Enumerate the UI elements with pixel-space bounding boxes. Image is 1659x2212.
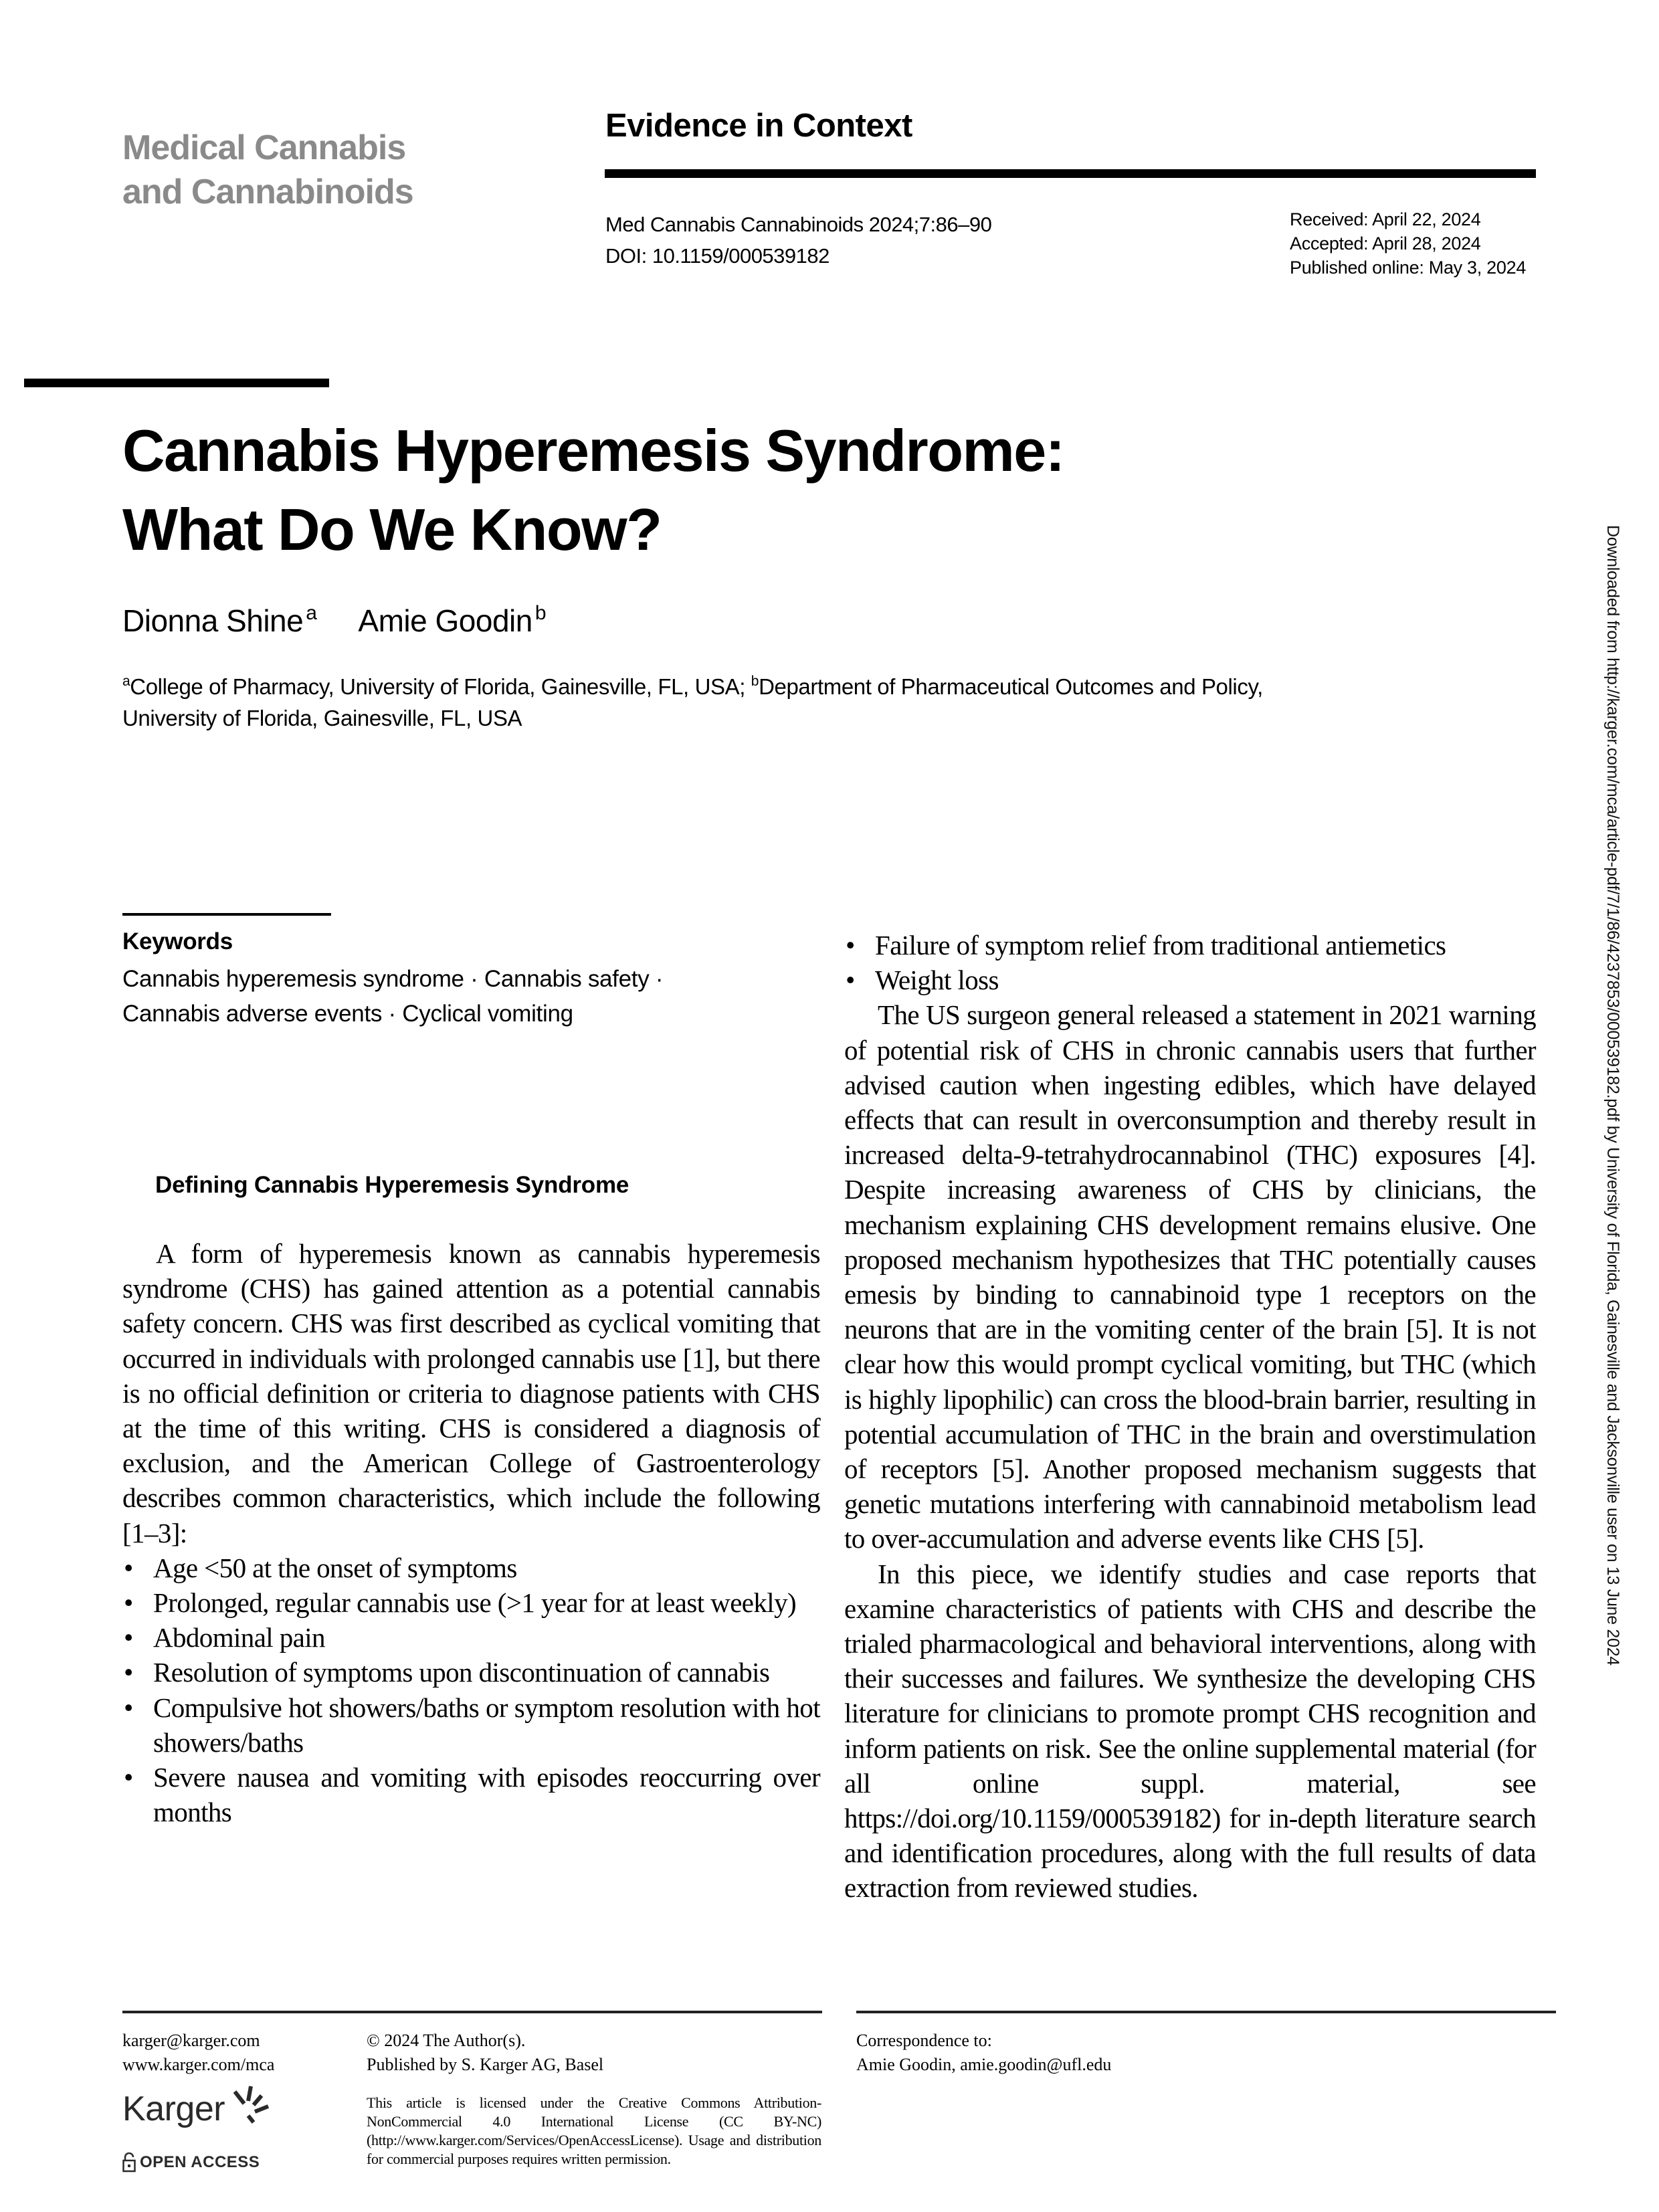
affiliation-a: College of Pharmacy, University of Florida, Gainesville, FL, USA;: [130, 674, 751, 699]
affil-sup: a: [122, 674, 130, 689]
body-column-left: [122, 1236, 820, 1829]
keywords-list: [122, 962, 724, 1031]
article-title: [122, 411, 1260, 569]
bullet-icon: •: [124, 1692, 133, 1723]
affiliation-b: Department of Pharmaceutical Outcomes and Policy, University of Florida, Gainesville, FL, USA: [122, 674, 1263, 730]
copyright: © 2024 The Author(s).: [367, 2031, 526, 2050]
author-name: Amie Goodin: [358, 603, 532, 638]
open-access-label: OPEN ACCESS: [140, 2153, 260, 2171]
publisher-contacts: [122, 2029, 274, 2077]
accepted-date: Accepted: April 28, 2024: [1290, 233, 1481, 254]
bullet-icon: •: [124, 1587, 133, 1619]
list-item: • Prolonged, regular cannabis use (>1 year for at least weekly): [122, 1585, 820, 1620]
section-heading: Defining Cannabis Hyperemesis Syndrome: [155, 1172, 629, 1198]
karger-logo-text: Karger: [122, 2090, 225, 2128]
publisher: Published by S. Karger AG, Basel: [367, 2055, 604, 2074]
list-item: • Abdominal pain: [122, 1620, 820, 1655]
keywords-rule: [122, 913, 331, 916]
body-column-right: [844, 928, 1536, 1906]
keywords-line: Cannabis adverse events · Cyclical vomiting: [122, 1001, 573, 1027]
header-rule: [605, 169, 1536, 178]
section-label: Evidence in Context: [605, 108, 912, 144]
bullet-icon: •: [124, 1657, 133, 1688]
paragraph: The US surgeon general released a statement in 2021 warning of potential risk of CHS in chronic cannabis users that further advised caution when ingesting edibles, which have delayed effects that can result in overconsumption and thereby result in increased delta-9-tetrahydrocannabinol (THC) exposures [4]. Despite increasing awareness of CHS by clinicians, the mechanism explaining CHS development remains elusive. One proposed mechanism hypothesizes that THC potentially causes emesis by binding to cannabinoid type 1 receptors on the neurons that are in the vomiting center of the brain [5]. It is not clear how this would prompt cyclical vomiting, but THC (which is highly lipophilic) can cross the blood-brain barrier, resulting in potential accumulation of THC in the brain and overstimulation of receptors [5]. Another proposed mechanism suggests that genetic mutations interfering with cannabinoid metabolism lead to over-accumulation and adverse events like CHS [5].: [844, 999, 1536, 1554]
open-lock-icon: [122, 2152, 136, 2173]
author-sup: b: [534, 602, 547, 624]
list-item: • Weight loss: [844, 963, 1536, 997]
footer-rule-right: [856, 2011, 1556, 2013]
journal-name: [122, 126, 470, 214]
keywords-title: Keywords: [122, 928, 233, 954]
copyright-block: [367, 2029, 603, 2077]
title-rule: [24, 379, 329, 387]
journal-name-line1: Medical Cannabis: [122, 128, 406, 167]
affil-sup: b: [751, 674, 759, 689]
doi: DOI: 10.1159/000539182: [605, 244, 830, 268]
correspondence-block: [856, 2029, 1111, 2077]
bullet-icon: •: [124, 1552, 133, 1583]
characteristics-list: [122, 1550, 820, 1830]
correspondence-contact[interactable]: Amie Goodin, amie.goodin@ufl.edu: [856, 2055, 1112, 2074]
dates-block: [1290, 207, 1526, 280]
affiliations: [122, 666, 1273, 734]
list-item: • Compulsive hot showers/baths or symptom resolution with hot showers/baths: [122, 1690, 820, 1760]
title-line2: What Do We Know?: [122, 496, 662, 563]
publisher-website[interactable]: www.karger.com/mca: [122, 2055, 275, 2074]
list-item: • Age <50 at the onset of symptoms: [122, 1550, 820, 1585]
license-text: This article is licensed under the Creative Commons Attribution-NonCommercial 4.0 International License (CC BY-NC) (http://www.karger.com/Services/OpenAccessLicense). Usage and distribution for commercial purposes requires written permission.: [367, 2094, 821, 2167]
journal-name-line2: and Cannabinoids: [122, 173, 413, 211]
keywords-line: Cannabis hyperemesis syndrome · Cannabis safety ·: [122, 966, 664, 992]
bullet-icon: •: [124, 1622, 133, 1653]
bullet-icon: •: [846, 965, 855, 996]
list-item: • Severe nausea and vomiting with episodes reoccurring over months: [122, 1760, 820, 1829]
bullet-icon: •: [124, 1762, 133, 1793]
list-item: • Resolution of symptoms upon discontinuation of cannabis: [122, 1655, 820, 1690]
karger-logo: [122, 2084, 283, 2137]
published-date: Published online: May 3, 2024: [1290, 258, 1527, 278]
download-watermark: Downloaded from http://karger.com/mca/article-pdf/7/1/86/4237853/000539182.pdf by University of Florida, Gainesville and Jacksonville user on 13 June 2024: [1603, 525, 1622, 1666]
open-access-badge: [122, 2152, 260, 2173]
citation: Med Cannabis Cannabinoids 2024;7:86–90: [605, 213, 992, 236]
bullet-icon: •: [846, 930, 855, 961]
paragraph: A form of hyperemesis known as cannabis hyperemesis syndrome (CHS) has gained attention as a potential cannabis safety concern. CHS was first described as cyclical vomiting that occurred in individuals with prolonged cannabis use [1], but there is no official definition or criteria to diagnose patients with CHS at the time of this writing. CHS is considered a diagnosis of exclusion, and the American College of Gastroenterology describes common characteristics, which include the following [1–3]:: [122, 1238, 820, 1548]
received-date: Received: April 22, 2024: [1290, 209, 1481, 229]
footer-rule-left: [122, 2011, 822, 2013]
paragraph: In this piece, we identify studies and case reports that examine characteristics of patients with CHS and describe the trialed pharmacological and behavioral interventions, along with their successes and failures. We synthesize the developing CHS literature for clinicians to promote prompt CHS recognition and inform patients on risk. See the online supplemental material (for all online suppl. material, see https://doi.org/10.1159/000539182) for in-depth literature search and identification procedures, along with the full results of data extraction from reviewed studies.: [844, 1558, 1536, 1904]
authors: [122, 602, 546, 639]
karger-burst-icon: [229, 2084, 276, 2130]
characteristics-list-continued: [844, 928, 1536, 997]
publisher-email[interactable]: karger@karger.com: [122, 2031, 260, 2050]
list-item: • Failure of symptom relief from traditional antiemetics: [844, 928, 1536, 963]
author-sup: a: [306, 602, 317, 624]
author-name: Dionna Shine: [122, 603, 304, 638]
title-line1: Cannabis Hyperemesis Syndrome:: [122, 417, 1064, 484]
correspondence-label: Correspondence to:: [856, 2031, 992, 2050]
citation-block: [605, 209, 991, 272]
